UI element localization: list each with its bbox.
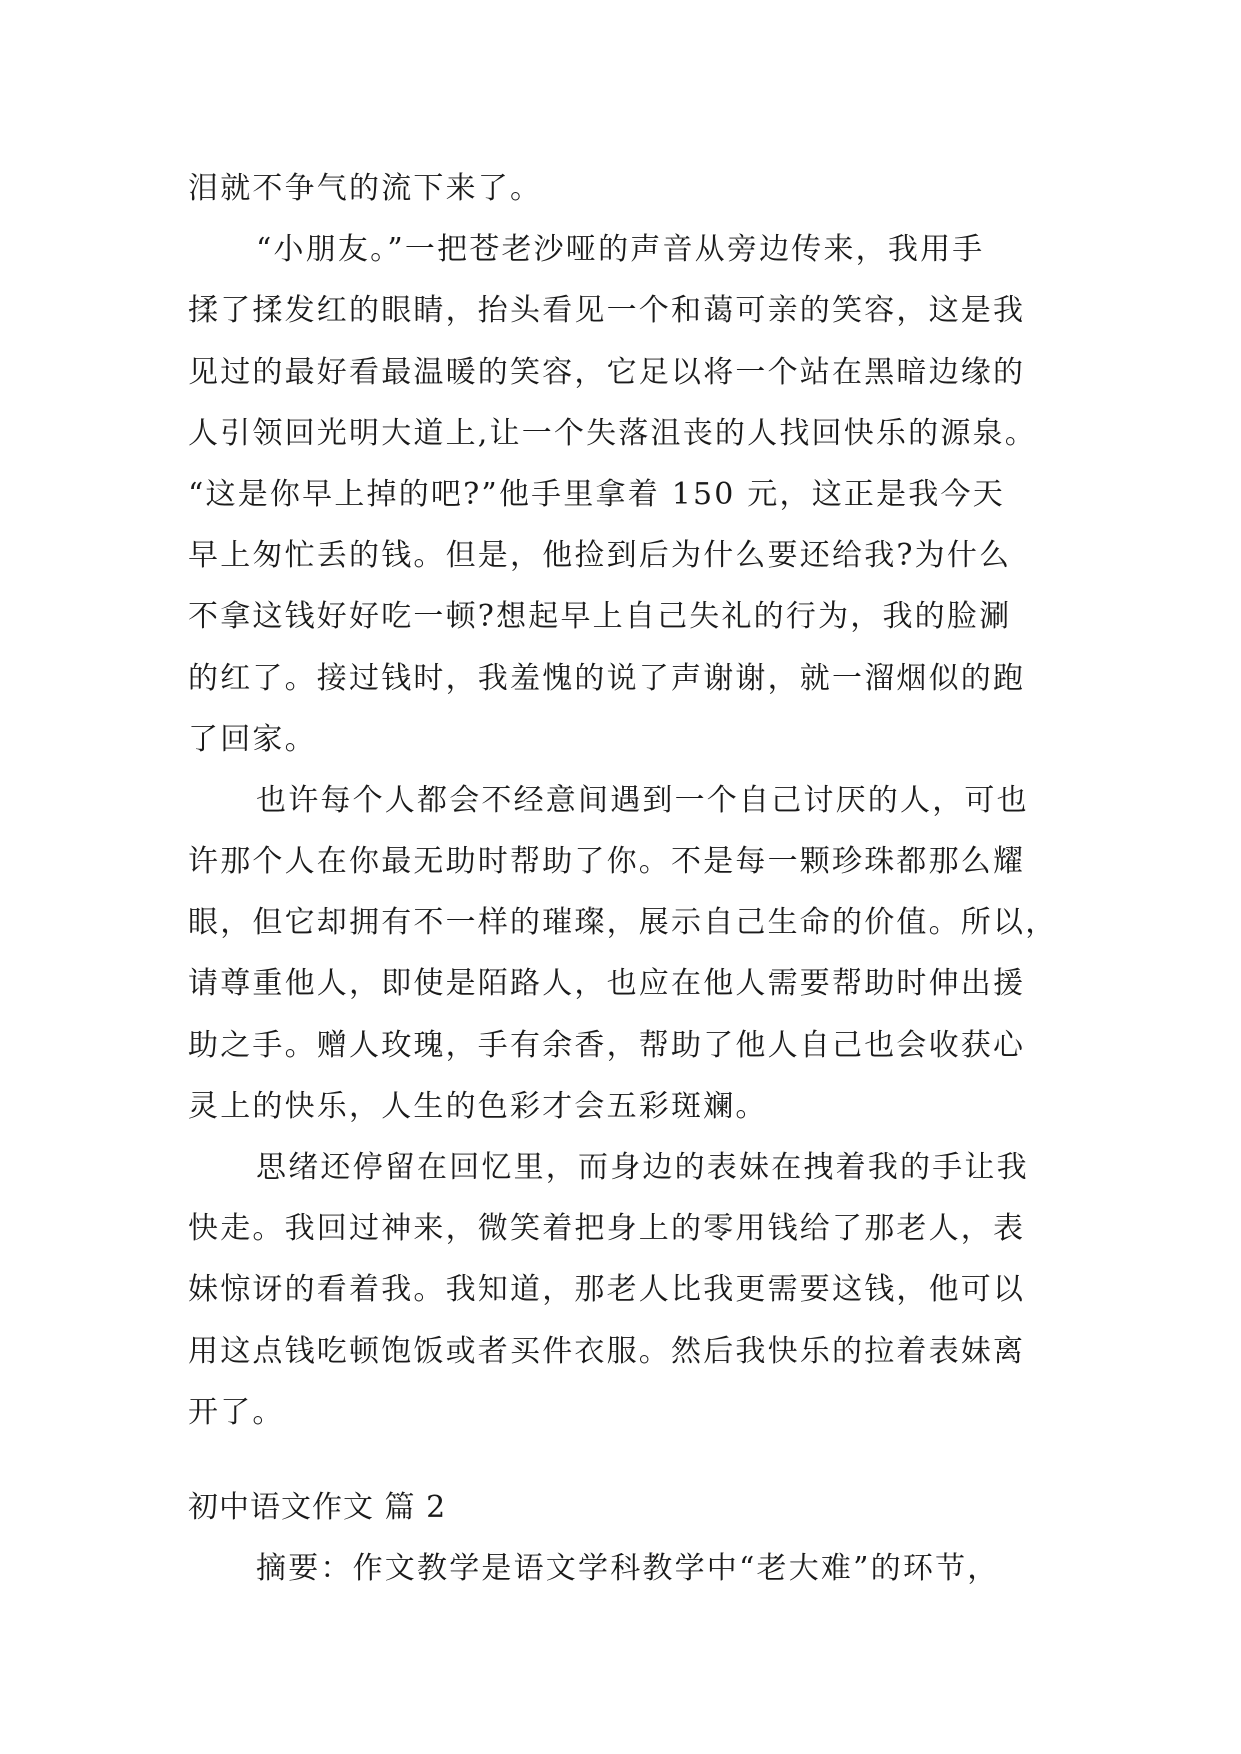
document-body: [188, 158, 1058, 1599]
text-line: “这是你早上掉的吧?”他手里拿着 150 元，这正是我今天: [188, 476, 1005, 512]
text-line: 也许每个人都会不经意间遇到一个自己讨厌的人，可也: [256, 782, 1029, 818]
paragraph-1: [188, 158, 1058, 219]
text-line: 泪就不争气的流下来了。: [188, 171, 543, 206]
text-line: 不拿这钱好好吃一顿?想起早上自己失礼的行为，我的脸涮: [188, 599, 1012, 635]
text-line: 人引领回光明大道上,让一个失落沮丧的人找回快乐的源泉。: [188, 415, 1037, 451]
text-line: 早上匆忙丢的钱。但是，他捡到后为什么要还给我?为什么: [188, 538, 1012, 574]
text-line: 眼，但它却拥有不一样的璀璨，展示自己生命的价值。所以，: [188, 905, 1058, 941]
abstract-paragraph: [188, 1538, 1058, 1599]
text-line: 许那个人在你最无助时帮助了你。不是每一颗珍珠都那么耀: [188, 844, 1026, 880]
paragraph-2: [188, 219, 1058, 770]
text-line: 了回家。: [188, 721, 317, 757]
text-line: 的红了。接过钱时，我羞愧的说了声谢谢，就一溜烟似的跑: [188, 660, 1026, 696]
text-line: 揉了揉发红的眼睛，抬头看见一个和蔼可亲的笑容，这是我: [188, 293, 1026, 329]
text-line: 妹惊讶的看着我。我知道，那老人比我更需要这钱，他可以: [188, 1272, 1026, 1308]
section-heading: 初中语文作文 篇 2: [188, 1489, 447, 1525]
paragraph-3: [188, 770, 1058, 1137]
text-line: 摘要：作文教学是语文学科教学中“老大难”的环节，: [256, 1551, 1000, 1587]
section-gap: [188, 1443, 1058, 1477]
text-line: 用这点钱吃顿饱饭或者买件衣服。然后我快乐的拉着表妹离: [188, 1333, 1026, 1369]
text-line: 见过的最好看最温暖的笑容，它足以将一个站在黑暗边缘的: [188, 354, 1026, 390]
text-line: “小朋友。”一把苍老沙哑的声音从旁边传来，我用手: [256, 232, 985, 268]
text-line: 助之手。赠人玫瑰，手有余香，帮助了他人自己也会收获心: [188, 1027, 1026, 1063]
paragraph-4: [188, 1137, 1058, 1443]
text-line: 开了。: [188, 1394, 285, 1430]
text-line: 快走。我回过神来，微笑着把身上的零用钱给了那老人，表: [188, 1211, 1026, 1247]
text-line: 思绪还停留在回忆里，而身边的表妹在拽着我的手让我: [256, 1150, 1029, 1185]
text-line: 请尊重他人，即使是陌路人，也应在他人需要帮助时伸出援: [188, 966, 1026, 1002]
text-line: 灵上的快乐，人生的色彩才会五彩斑斓。: [188, 1088, 768, 1124]
